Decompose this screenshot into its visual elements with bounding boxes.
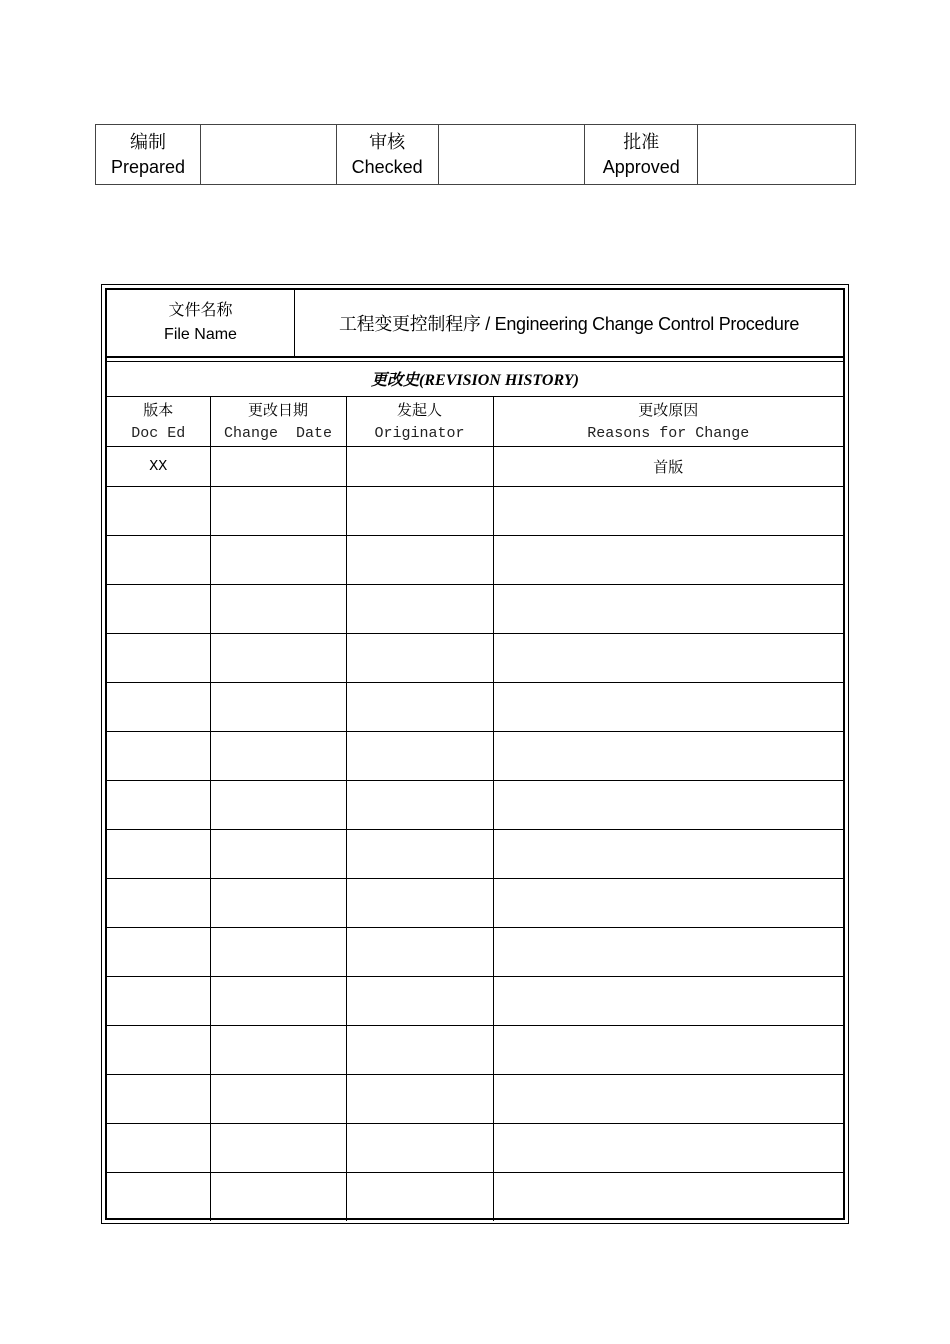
cell-doc-ed[interactable] — [107, 732, 210, 781]
cell-doc-ed[interactable] — [107, 879, 210, 928]
cell-originator[interactable] — [346, 781, 493, 830]
col-header-originator — [346, 397, 493, 447]
cell-change-date[interactable] — [210, 585, 346, 634]
cell-doc-ed[interactable] — [107, 1026, 210, 1075]
cell-originator[interactable] — [346, 683, 493, 732]
checked-label-cn: 审核 — [369, 131, 406, 152]
prepared-label — [96, 125, 201, 185]
approved-label — [585, 125, 698, 185]
cell-change-date[interactable] — [210, 487, 346, 536]
cell-change-date[interactable] — [210, 683, 346, 732]
cell-change-date[interactable] — [210, 1124, 346, 1173]
col-header-reason — [493, 397, 843, 447]
cell-change-date[interactable] — [210, 830, 346, 879]
cell-reason[interactable] — [493, 1173, 843, 1222]
cell-originator[interactable] — [346, 732, 493, 781]
revision-history-table — [107, 361, 843, 1221]
cell-reason[interactable] — [493, 536, 843, 585]
cell-originator[interactable] — [346, 879, 493, 928]
cell-change-date[interactable] — [210, 732, 346, 781]
cell-change-date[interactable] — [210, 1173, 346, 1222]
cell-change-date[interactable] — [210, 536, 346, 585]
file-name-label-cn: 文件名称 — [168, 302, 233, 319]
cell-reason[interactable] — [493, 683, 843, 732]
approval-table — [95, 124, 856, 185]
cell-change-date[interactable] — [210, 634, 346, 683]
cell-originator[interactable] — [346, 634, 493, 683]
table-row — [107, 634, 843, 683]
col-change-date-cn: 更改日期 — [247, 400, 308, 419]
cell-reason[interactable]: 首版 — [493, 447, 843, 487]
col-reason-en: Reasons for Change — [587, 424, 750, 442]
table-row — [107, 1026, 843, 1075]
cell-originator[interactable] — [346, 830, 493, 879]
table-row — [107, 977, 843, 1026]
approved-label-cn: 批准 — [623, 131, 660, 152]
cell-reason[interactable] — [493, 585, 843, 634]
approval-row — [96, 125, 856, 185]
cell-change-date[interactable] — [210, 928, 346, 977]
cell-doc-ed[interactable]: XX — [107, 447, 210, 487]
cell-change-date[interactable] — [210, 879, 346, 928]
cell-doc-ed[interactable] — [107, 683, 210, 732]
column-header-row — [107, 397, 843, 447]
checked-label-en: Checked — [351, 156, 423, 177]
prepared-label-en: Prepared — [110, 156, 185, 177]
cell-doc-ed[interactable] — [107, 1173, 210, 1222]
table-row — [107, 536, 843, 585]
cell-doc-ed[interactable] — [107, 536, 210, 585]
cell-doc-ed[interactable] — [107, 634, 210, 683]
table-row — [107, 928, 843, 977]
file-name-value: 工程变更控制程序 / Engineering Change Control Procedure — [338, 314, 800, 334]
cell-originator[interactable] — [346, 447, 493, 487]
table-row — [107, 1173, 843, 1222]
checked-label — [336, 125, 438, 185]
cell-doc-ed[interactable] — [107, 1075, 210, 1124]
table-row — [107, 1124, 843, 1173]
cell-doc-ed[interactable] — [107, 830, 210, 879]
table-row — [107, 830, 843, 879]
cell-originator[interactable] — [346, 928, 493, 977]
cell-originator[interactable] — [346, 1173, 493, 1222]
file-name-header — [107, 290, 843, 356]
cell-reason[interactable] — [493, 928, 843, 977]
cell-doc-ed[interactable] — [107, 977, 210, 1026]
prepared-label-cn: 编制 — [129, 131, 166, 152]
cell-change-date[interactable] — [210, 447, 346, 487]
table-row — [107, 683, 843, 732]
col-header-doc-ed — [107, 397, 210, 447]
file-name-label-en: File Name — [164, 326, 237, 343]
col-reason-cn: 更改原因 — [638, 400, 699, 419]
table-row — [107, 447, 843, 487]
table-row — [107, 879, 843, 928]
checked-value[interactable] — [438, 125, 585, 185]
cell-change-date[interactable] — [210, 781, 346, 830]
cell-originator[interactable] — [346, 536, 493, 585]
cell-originator[interactable] — [346, 1124, 493, 1173]
cell-originator[interactable] — [346, 487, 493, 536]
cell-reason[interactable] — [493, 781, 843, 830]
col-header-change-date — [210, 397, 346, 447]
approved-value[interactable] — [698, 125, 856, 185]
cell-reason[interactable] — [493, 1075, 843, 1124]
cell-reason[interactable] — [493, 830, 843, 879]
cell-originator[interactable] — [346, 1075, 493, 1124]
cell-doc-ed[interactable] — [107, 781, 210, 830]
cell-change-date[interactable] — [210, 977, 346, 1026]
table-row — [107, 781, 843, 830]
table-row — [107, 487, 843, 536]
cell-reason[interactable] — [493, 1124, 843, 1173]
cell-originator[interactable] — [346, 585, 493, 634]
col-originator-en: Originator — [374, 424, 465, 442]
col-originator-cn: 发起人 — [396, 400, 442, 419]
col-change-date-en: Change Date — [223, 424, 333, 442]
prepared-value[interactable] — [200, 125, 336, 185]
cell-doc-ed[interactable] — [107, 585, 210, 634]
table-row — [107, 585, 843, 634]
revision-form-inner — [105, 288, 845, 1220]
col-doc-ed-cn: 版本 — [143, 400, 174, 419]
table-row — [107, 1075, 843, 1124]
cell-reason[interactable] — [493, 879, 843, 928]
cell-reason[interactable] — [493, 634, 843, 683]
cell-change-date[interactable] — [210, 1075, 346, 1124]
cell-doc-ed[interactable] — [107, 487, 210, 536]
cell-reason[interactable] — [493, 487, 843, 536]
approved-label-en: Approved — [602, 156, 680, 177]
revision-history-title: 更改史(REVISION HISTORY) — [107, 361, 843, 397]
cell-reason[interactable] — [493, 1026, 843, 1075]
table-row — [107, 732, 843, 781]
cell-originator[interactable] — [346, 977, 493, 1026]
cell-doc-ed[interactable] — [107, 1124, 210, 1173]
revision-form — [101, 284, 849, 1224]
col-doc-ed-en: Doc Ed — [131, 424, 186, 442]
cell-reason[interactable] — [493, 732, 843, 781]
cell-originator[interactable] — [346, 1026, 493, 1075]
file-name-label — [107, 290, 295, 356]
cell-reason[interactable] — [493, 977, 843, 1026]
cell-change-date[interactable] — [210, 1026, 346, 1075]
cell-doc-ed[interactable] — [107, 928, 210, 977]
